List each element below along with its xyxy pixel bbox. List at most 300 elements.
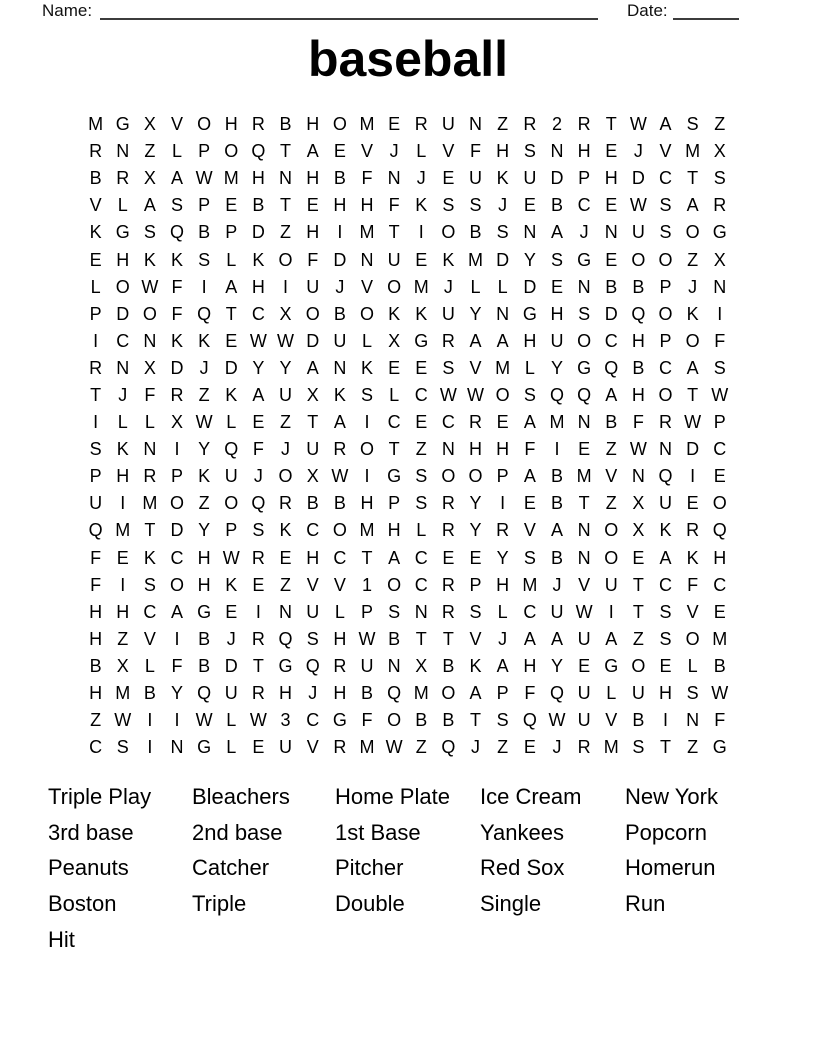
grid-cell: S xyxy=(523,547,536,568)
grid-cell: H xyxy=(713,547,727,568)
grid-cell: Y xyxy=(170,683,183,704)
grid-cell: G xyxy=(115,222,130,243)
grid-cell: T xyxy=(388,439,400,460)
grid-cell: U xyxy=(224,466,238,487)
grid-cell: O xyxy=(197,114,212,135)
grid-cell: O xyxy=(658,384,673,405)
grid-cell: Z xyxy=(687,737,699,758)
grid-cell: S xyxy=(659,195,672,216)
grid-cell: R xyxy=(89,141,103,162)
grid-cell: V xyxy=(523,520,536,541)
word-list-item: Red Sox xyxy=(480,855,565,881)
grid-cell: Q xyxy=(278,628,293,649)
grid-cell: J xyxy=(552,737,562,758)
grid-cell: U xyxy=(89,493,103,514)
grid-cell: V xyxy=(143,628,156,649)
grid-cell: L xyxy=(226,710,237,731)
grid-cell: R xyxy=(577,737,591,758)
grid-cell: E xyxy=(578,439,591,460)
word-list-item: Triple xyxy=(192,891,247,917)
grid-cell: Z xyxy=(632,628,644,649)
grid-cell: E xyxy=(605,249,618,270)
grid-cell: V xyxy=(360,141,373,162)
grid-cell: B xyxy=(198,655,211,676)
grid-cell: M xyxy=(359,114,375,135)
grid-cell: F xyxy=(524,683,536,704)
grid-cell: B xyxy=(333,493,346,514)
grid-cell: U xyxy=(659,493,673,514)
grid-cell: W xyxy=(249,330,267,351)
grid-cell: S xyxy=(143,222,156,243)
grid-cell: E xyxy=(442,547,455,568)
grid-cell: O xyxy=(658,303,673,324)
grid-cell: Q xyxy=(305,655,320,676)
grid-cell: D xyxy=(523,276,537,297)
grid-cell: C xyxy=(116,330,130,351)
grid-cell: M xyxy=(88,114,104,135)
grid-cell: M xyxy=(603,737,619,758)
word-list-item: Home Plate xyxy=(335,784,450,809)
word-list-item: Catcher xyxy=(192,855,270,881)
grid-cell: H xyxy=(197,547,211,568)
word-list-column xyxy=(192,779,290,922)
grid-cell: L xyxy=(687,655,698,676)
grid-cell: O xyxy=(359,439,374,460)
word-list-item: Popcorn xyxy=(625,819,707,845)
word-list-item: Homerun xyxy=(625,855,716,881)
grid-cell: M xyxy=(576,466,592,487)
grid-cell: D xyxy=(550,168,564,189)
grid-cell: G xyxy=(197,737,212,758)
grid-cell: I xyxy=(717,303,723,324)
grid-cell: S xyxy=(659,222,672,243)
grid-cell: B xyxy=(198,628,211,649)
grid-cell: U xyxy=(577,628,591,649)
grid-cell: T xyxy=(307,412,319,433)
grid-cell: O xyxy=(495,384,510,405)
grid-cell: M xyxy=(359,737,375,758)
grid-cell: H xyxy=(387,520,401,541)
grid-cell: K xyxy=(198,466,211,487)
grid-cell: A xyxy=(550,628,563,649)
grid-cell: I xyxy=(201,276,207,297)
grid-cell: X xyxy=(143,114,156,135)
grid-cell: W xyxy=(711,384,729,405)
grid-cell: W xyxy=(195,168,213,189)
grid-cell: B xyxy=(605,412,618,433)
grid-cell: V xyxy=(333,574,346,595)
grid-cell: E xyxy=(252,412,265,433)
grid-cell: N xyxy=(577,276,591,297)
grid-cell: S xyxy=(252,520,265,541)
grid-cell: L xyxy=(606,683,617,704)
grid-cell: C xyxy=(170,547,184,568)
grid-cell: X xyxy=(388,330,401,351)
grid-cell: L xyxy=(497,601,508,622)
grid-cell: E xyxy=(252,574,265,595)
grid-cell: X xyxy=(279,303,292,324)
grid-cell: E xyxy=(306,195,319,216)
grid-cell: E xyxy=(415,249,428,270)
grid-cell: X xyxy=(170,412,183,433)
grid-cell: Y xyxy=(550,655,563,676)
grid-cell: K xyxy=(496,168,509,189)
grid-cell: P xyxy=(469,574,482,595)
grid-cell: A xyxy=(388,547,401,568)
grid-cell: H xyxy=(469,439,483,460)
grid-cell: Q xyxy=(251,493,266,514)
grid-cell: P xyxy=(198,141,211,162)
grid-cell: S xyxy=(713,168,726,189)
grid-cell: M xyxy=(413,276,429,297)
grid-cell: Y xyxy=(198,439,211,460)
grid-cell: Z xyxy=(117,628,129,649)
grid-cell: Z xyxy=(144,141,156,162)
word-list-item: Pitcher xyxy=(335,855,404,881)
grid-cell: I xyxy=(120,493,126,514)
grid-cell: A xyxy=(306,141,319,162)
grid-cell: B xyxy=(198,222,211,243)
grid-cell: U xyxy=(279,384,293,405)
grid-cell: T xyxy=(280,141,292,162)
grid-cell: O xyxy=(712,493,727,514)
grid-cell: M xyxy=(495,357,511,378)
grid-cell: O xyxy=(387,574,402,595)
grid-cell: W xyxy=(684,412,702,433)
grid-cell: R xyxy=(116,168,130,189)
grid-cell: N xyxy=(170,737,184,758)
grid-cell: I xyxy=(283,276,289,297)
grid-cell: L xyxy=(389,384,400,405)
grid-cell: R xyxy=(496,520,510,541)
grid-cell: F xyxy=(171,276,183,297)
grid-cell: K xyxy=(388,303,401,324)
grid-cell: Z xyxy=(280,222,292,243)
grid-cell: K xyxy=(143,547,156,568)
grid-cell: H xyxy=(251,168,265,189)
grid-cell: X xyxy=(143,168,156,189)
grid-cell: K xyxy=(198,330,211,351)
grid-cell: U xyxy=(631,222,645,243)
grid-cell: K xyxy=(415,195,428,216)
grid-cell: J xyxy=(633,141,643,162)
grid-cell: T xyxy=(470,710,482,731)
grid-cell: W xyxy=(222,547,240,568)
grid-cell: D xyxy=(333,249,347,270)
grid-cell: A xyxy=(170,168,183,189)
grid-cell: C xyxy=(306,520,320,541)
grid-cell: J xyxy=(498,195,508,216)
grid-cell: K xyxy=(659,520,672,541)
grid-cell: N xyxy=(387,655,401,676)
grid-cell: S xyxy=(89,439,102,460)
grid-cell: G xyxy=(278,655,293,676)
grid-cell: L xyxy=(226,249,237,270)
grid-cell: A xyxy=(252,384,265,405)
grid-cell: C xyxy=(333,547,347,568)
grid-cell: K xyxy=(279,520,292,541)
grid-cell: H xyxy=(577,141,591,162)
grid-cell: R xyxy=(333,439,347,460)
grid-cell: H xyxy=(496,574,510,595)
grid-cell: Z xyxy=(198,493,210,514)
grid-cell: T xyxy=(280,195,292,216)
grid-cell: Q xyxy=(387,683,402,704)
grid-cell: K xyxy=(170,330,183,351)
grid-cell: Q xyxy=(712,520,727,541)
grid-cell: T xyxy=(632,574,644,595)
grid-cell: M xyxy=(522,574,538,595)
grid-cell: Q xyxy=(577,384,592,405)
grid-cell: M xyxy=(359,222,375,243)
grid-cell: C xyxy=(577,195,591,216)
grid-cell: A xyxy=(605,384,618,405)
grid-cell: I xyxy=(364,466,370,487)
grid-cell: C xyxy=(713,439,727,460)
grid-cell: M xyxy=(549,412,565,433)
grid-cell: O xyxy=(658,249,673,270)
grid-cell: N xyxy=(469,114,483,135)
grid-cell: E xyxy=(89,249,102,270)
grid-cell: X xyxy=(306,466,319,487)
grid-cell: O xyxy=(441,683,456,704)
grid-cell: I xyxy=(174,710,180,731)
grid-cell: S xyxy=(170,195,183,216)
grid-cell: I xyxy=(93,330,99,351)
grid-cell: F xyxy=(687,574,699,595)
grid-cell: N xyxy=(577,520,591,541)
grid-cell: O xyxy=(685,330,700,351)
grid-cell: F xyxy=(252,439,264,460)
grid-cell: R xyxy=(333,655,347,676)
grid-cell: I xyxy=(690,466,696,487)
grid-cell: E xyxy=(686,493,699,514)
word-list-column xyxy=(335,779,450,922)
grid-cell: F xyxy=(171,303,183,324)
grid-cell: U xyxy=(523,168,537,189)
grid-cell: Z xyxy=(198,384,210,405)
grid-cell: I xyxy=(418,222,424,243)
word-list-item: Peanuts xyxy=(48,855,129,881)
grid-cell: C xyxy=(414,384,428,405)
grid-cell: Q xyxy=(197,303,212,324)
grid-cell: H xyxy=(550,303,564,324)
grid-cell: R xyxy=(523,114,537,135)
grid-cell: W xyxy=(629,439,647,460)
grid-cell: N xyxy=(279,168,293,189)
grid-cell: E xyxy=(469,547,482,568)
grid-cell: E xyxy=(333,141,346,162)
grid-cell: J xyxy=(443,276,453,297)
grid-cell: N xyxy=(604,222,618,243)
grid-cell: A xyxy=(496,330,509,351)
grid-cell: O xyxy=(305,303,320,324)
grid-cell: H xyxy=(523,330,537,351)
grid-cell: A xyxy=(143,195,156,216)
grid-cell: K xyxy=(360,357,373,378)
grid-cell: G xyxy=(414,330,429,351)
grid-cell: L xyxy=(171,141,182,162)
grid-cell: R xyxy=(414,114,428,135)
grid-cell: N xyxy=(686,710,700,731)
grid-cell: Q xyxy=(631,303,646,324)
grid-cell: U xyxy=(469,168,483,189)
grid-cell: 3 xyxy=(280,710,291,731)
grid-cell: S xyxy=(469,195,482,216)
grid-cell: Q xyxy=(251,141,266,162)
grid-cell: I xyxy=(500,493,506,514)
grid-cell: D xyxy=(306,330,320,351)
grid-cell: S xyxy=(632,737,645,758)
grid-cell: F xyxy=(524,439,536,460)
grid-cell: J xyxy=(579,222,589,243)
grid-cell: N xyxy=(659,439,673,460)
grid-cell: Q xyxy=(549,384,564,405)
grid-cell: O xyxy=(278,466,293,487)
grid-cell: B xyxy=(89,168,102,189)
grid-cell: E xyxy=(713,601,726,622)
grid-cell: B xyxy=(415,710,428,731)
grid-cell: L xyxy=(470,276,481,297)
grid-cell: F xyxy=(361,710,373,731)
grid-cell: I xyxy=(364,412,370,433)
grid-cell: J xyxy=(118,384,128,405)
grid-cell: Z xyxy=(415,737,427,758)
grid-cell: Z xyxy=(90,710,102,731)
grid-cell: P xyxy=(388,493,401,514)
grid-cell: A xyxy=(550,520,563,541)
grid-cell: T xyxy=(442,628,454,649)
word-list-item: Boston xyxy=(48,891,117,917)
grid-cell: E xyxy=(659,655,672,676)
grid-cell: J xyxy=(688,276,698,297)
grid-cell: Q xyxy=(658,466,673,487)
grid-cell: B xyxy=(333,303,346,324)
grid-cell: U xyxy=(387,249,401,270)
grid-cell: O xyxy=(468,466,483,487)
grid-cell: O xyxy=(115,276,130,297)
grid-cell: H xyxy=(360,195,374,216)
grid-cell: U xyxy=(441,114,455,135)
grid-cell: F xyxy=(714,710,726,731)
grid-cell: D xyxy=(170,357,184,378)
grid-cell: E xyxy=(225,601,238,622)
grid-cell: W xyxy=(711,683,729,704)
grid-cell: Q xyxy=(169,222,184,243)
grid-cell: J xyxy=(389,141,399,162)
grid-cell: E xyxy=(496,412,509,433)
grid-cell: K xyxy=(415,303,428,324)
name-label: Name: xyxy=(42,1,93,20)
grid-cell: K xyxy=(442,249,455,270)
date-label: Date: xyxy=(627,1,668,20)
grid-cell: X xyxy=(713,141,726,162)
grid-cell: Q xyxy=(604,357,619,378)
grid-cell: A xyxy=(659,114,672,135)
grid-cell: C xyxy=(306,710,320,731)
grid-cell: E xyxy=(388,357,401,378)
grid-cell: B xyxy=(632,276,645,297)
grid-cell: T xyxy=(388,222,400,243)
grid-cell: I xyxy=(174,439,180,460)
grid-cell: H xyxy=(496,439,510,460)
grid-cell: S xyxy=(415,466,428,487)
grid-cell: D xyxy=(170,520,184,541)
grid-cell: S xyxy=(686,114,699,135)
grid-cell: E xyxy=(442,168,455,189)
grid-cell: C xyxy=(414,574,428,595)
grid-cell: F xyxy=(90,547,102,568)
grid-cell: E xyxy=(605,195,618,216)
grid-cell: O xyxy=(604,520,619,541)
grid-cell: H xyxy=(116,249,130,270)
grid-cell: H xyxy=(251,276,265,297)
grid-cell: N xyxy=(550,141,564,162)
grid-cell: G xyxy=(712,222,727,243)
grid-cell: L xyxy=(226,737,237,758)
grid-cell: F xyxy=(307,249,319,270)
grid-cell: X xyxy=(632,493,645,514)
grid-cell: G xyxy=(577,357,592,378)
grid-cell: B xyxy=(550,493,563,514)
grid-cell: H xyxy=(89,683,103,704)
grid-cell: Q xyxy=(549,683,564,704)
grid-cell: C xyxy=(523,601,537,622)
grid-cell: U xyxy=(224,683,238,704)
grid-cell: A xyxy=(605,628,618,649)
grid-cell: X xyxy=(306,384,319,405)
grid-cell: J xyxy=(199,357,209,378)
grid-cell: J xyxy=(308,683,318,704)
grid-cell: N xyxy=(143,330,157,351)
grid-cell: F xyxy=(714,330,726,351)
grid-cell: U xyxy=(441,303,455,324)
grid-cell: Y xyxy=(252,357,265,378)
grid-cell: S xyxy=(550,249,563,270)
grid-cell: H xyxy=(306,114,320,135)
grid-cell: C xyxy=(659,574,673,595)
grid-cell: S xyxy=(116,737,129,758)
grid-cell: F xyxy=(90,574,102,595)
grid-cell: L xyxy=(226,412,237,433)
grid-cell: R xyxy=(251,547,265,568)
grid-cell: P xyxy=(198,195,211,216)
grid-cell: E xyxy=(388,114,401,135)
grid-cell: V xyxy=(306,574,319,595)
grid-cell: H xyxy=(631,384,645,405)
grid-cell: K xyxy=(252,249,265,270)
grid-cell: H xyxy=(224,114,238,135)
grid-cell: U xyxy=(306,276,320,297)
grid-cell: P xyxy=(496,683,509,704)
grid-cell: K xyxy=(686,303,699,324)
grid-cell: H xyxy=(306,222,320,243)
grid-cell: L xyxy=(334,601,345,622)
grid-cell: A xyxy=(333,412,346,433)
grid-cell: I xyxy=(255,601,261,622)
grid-cell: N xyxy=(496,303,510,324)
grid-cell: B xyxy=(252,195,265,216)
grid-cell: B xyxy=(550,195,563,216)
grid-cell: S xyxy=(496,222,509,243)
name-fill-line xyxy=(100,0,598,20)
word-list-item: Yankees xyxy=(480,819,564,845)
grid-cell: N xyxy=(631,466,645,487)
grid-cell: X xyxy=(415,655,428,676)
grid-cell: H xyxy=(496,141,510,162)
grid-cell: X xyxy=(143,357,156,378)
grid-cell: G xyxy=(115,114,130,135)
